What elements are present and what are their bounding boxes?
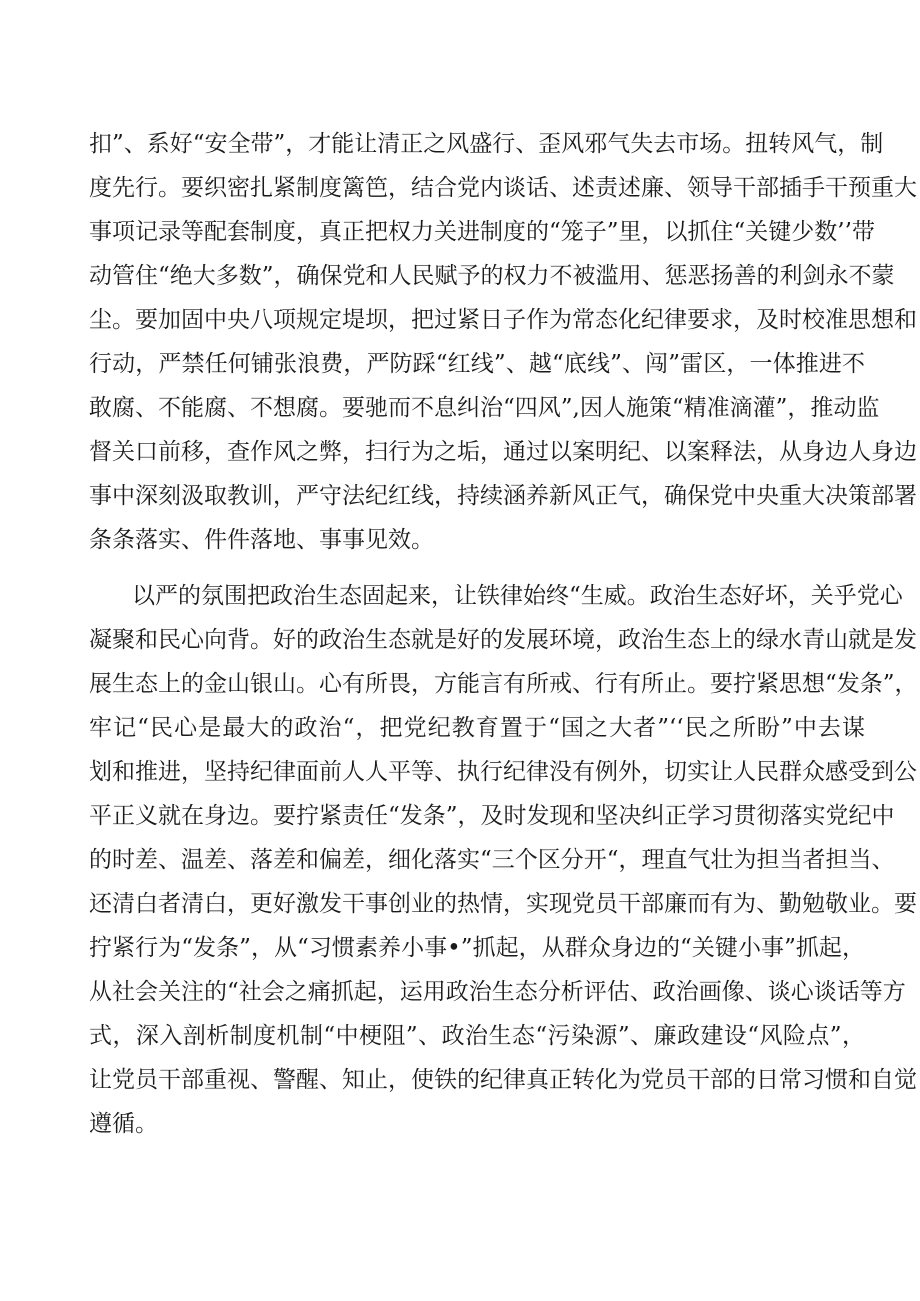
paragraph-2-line: 展生态上的金山银山。心有所畏，方能言有所戒、行有所止。要拧紧思想“发条”， (89, 671, 918, 697)
paragraph-2-line: 从社会关注的“社会之痛抓起，运用政治生态分析评估、政治画像、谈心谈话等方 (89, 979, 906, 1005)
paragraph-1-line: 事项记录等配套制度，真正把权力关进制度的“笼子”里，以抓住“关键少数’’带 (89, 219, 875, 245)
paragraph-1-line: 行动，严禁任何铺张浪费，严防踩“红线”、越“底线”、闯”雷区，一体推进不 (89, 351, 865, 377)
paragraph-2-line: 还清白者清白，更好激发干事创业的热情，实现党员干部廉而有为、勤勉敬业。要 (89, 891, 917, 917)
paragraph-1-line: 督关口前移，查作风之弊，扫行为之垢，通过以案明纪、以案释法，从身边人身边 (89, 439, 917, 465)
paragraph-1-line: 扣”、系好“安全带”，才能让清正之风盛行、歪风邪气失去市场。扭转风气，制 (89, 131, 884, 157)
paragraph-2-line: 拧紧行为“发条”，从“习惯素养小事•”抓起，从群众身边的“关键小事”抓起， (89, 935, 865, 961)
paragraph-1-line: 尘。要加固中央八项规定堤坝，把过紧日子作为常态化纪律要求，及时校准思想和 (89, 307, 917, 333)
paragraph-1-line: 条条落实、件件落地、事事见效。 (89, 527, 434, 553)
paragraph-1-line: 事中深刻汲取教训，严守法纪红线，持续涵养新风正气，确保党中央重大决策部署 (89, 483, 917, 509)
paragraph-2-first-line: 以严的氛围把政治生态固起来，让铁律始终“生威。政治生态好坏，关乎党心 (132, 583, 903, 609)
paragraph-1-line: 敢腐、不能腐、不想腐。要驰而不息纠治“四风”,因人施策“精准滴灌”，推动监 (89, 395, 880, 421)
paragraph-2-line: 凝聚和民心向背。好的政治生态就是好的发展环境，政治生态上的绿水青山就是发 (89, 627, 917, 653)
paragraph-2-line: 平正义就在身边。要拧紧责任“发条”，及时发现和坚决纠正学习贯彻落实党纪中 (89, 803, 895, 829)
paragraph-2-line: 的时差、温差、落差和偏差，细化落实“三个区分开“，理直气壮为担当者担当、 (89, 847, 895, 873)
paragraph-1-line: 度先行。要织密扎紧制度篱笆，结合党内谈话、述责述廉、领导干部插手干预重大 (89, 175, 917, 201)
paragraph-1-line: 动管住“绝大多数”，确保党和人民赋予的权力不被滥用、惩恶扬善的利剑永不蒙 (89, 263, 895, 289)
paragraph-2-line: 让党员干部重视、警醒、知止，使铁的纪律真正转化为党员干部的日常习惯和自觉 (89, 1067, 917, 1093)
paragraph-2-line: 划和推进，坚持纪律面前人人平等、执行纪律没有例外，切实让人民群众感受到公 (89, 759, 917, 785)
paragraph-2-line: 牢记“民心是最大的政治“，把党纪教育置于“国之大者”‘‘民之所盼”中去谋 (89, 715, 865, 741)
paragraph-2-line: 式，深入剖析制度机制“中梗阻”、政治生态“污染源”、廉政建设“风险点”， (89, 1023, 865, 1049)
paragraph-2-line: 遵循。 (89, 1111, 158, 1137)
